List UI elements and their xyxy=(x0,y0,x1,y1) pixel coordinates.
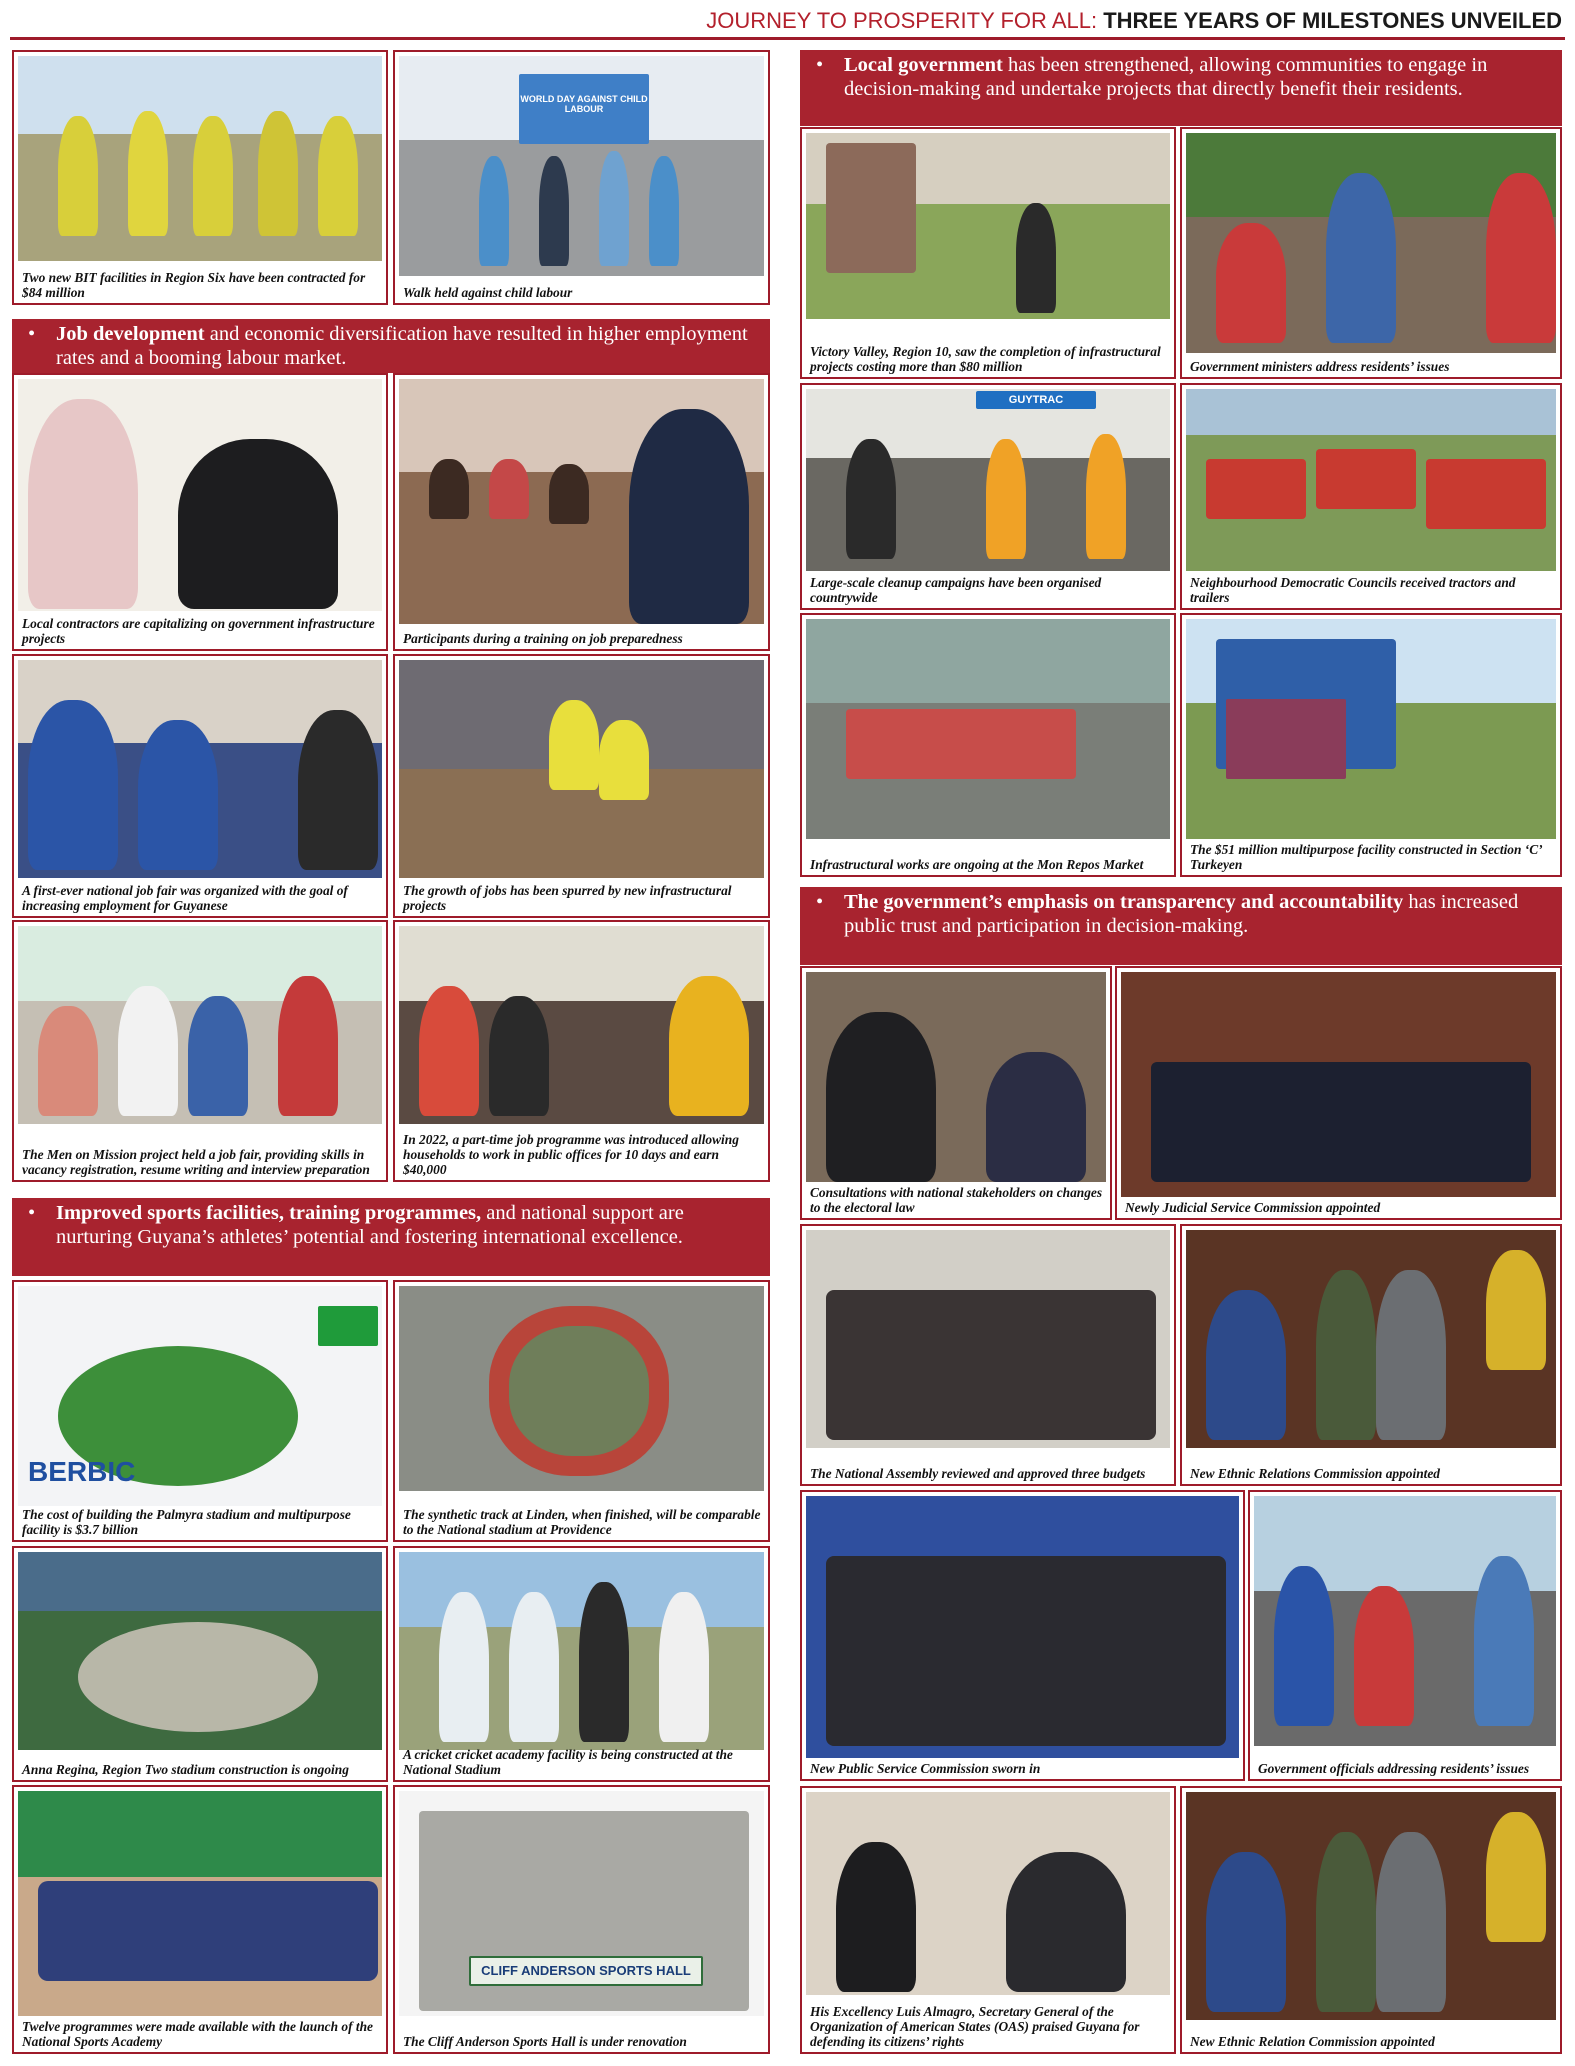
caption-officials: Government officials addressing residents’ issues xyxy=(1258,1761,1530,1776)
photo-ethnic-relations-2 xyxy=(1186,1792,1556,2020)
photo-linden-track xyxy=(399,1286,764,1491)
photo-training xyxy=(399,379,764,624)
photo-card-academy xyxy=(12,1785,388,2054)
photo-officials xyxy=(1254,1496,1556,1746)
photo-card-officials xyxy=(1248,1490,1562,1781)
header-rule xyxy=(10,37,1565,40)
berbice-sign: BERBIC xyxy=(28,1456,136,1487)
caption-cricket: A cricket cricket academy facility is being constructed at the National Stadium xyxy=(403,1747,733,1777)
photo-card-electoral xyxy=(800,966,1112,1220)
caption-jobfair: A first-ever national job fair was organized with the goal of increasing employment for Guyanese xyxy=(22,883,348,913)
header-title: THREE YEARS OF MILESTONES UNVEILED xyxy=(1097,8,1562,33)
photo-card-palmyra xyxy=(12,1280,388,1542)
photo-electoral xyxy=(806,972,1106,1182)
bullet-icon: • xyxy=(816,891,824,913)
photo-anna-regina xyxy=(18,1552,382,1750)
photo-ndc-tractors xyxy=(1186,389,1556,571)
photo-card-turkeyen xyxy=(1180,613,1562,877)
banner-transparency xyxy=(800,887,1562,965)
photo-cleanup xyxy=(806,389,1170,571)
photo-card-training xyxy=(393,373,770,651)
banner-transparency-bold: The government’s emphasis on transparency and accountability xyxy=(844,891,1404,913)
caption-walk: Walk held against child labour xyxy=(403,285,573,300)
photo-card-almagro xyxy=(800,1786,1176,2054)
page-header xyxy=(14,6,1562,36)
banner-job-development xyxy=(12,319,770,373)
caption-ministers: Government ministers address residents’ issues xyxy=(1190,359,1450,374)
photo-parttime-programme xyxy=(399,926,764,1124)
photo-card-monrepos xyxy=(800,613,1176,877)
caption-mission: The Men on Mission project held a job fair, providing skills in vacancy registration, resume writing and interview preparation xyxy=(22,1147,370,1177)
photo-card-parttime xyxy=(393,920,770,1182)
caption-bit: Two new BIT facilities in Region Six have been contracted for $84 million xyxy=(22,270,366,300)
caption-psc: New Public Service Commission sworn in xyxy=(810,1761,1041,1776)
photo-card-contractors xyxy=(12,373,388,651)
walk-banner-text: WORLD DAY AGAINST CHILD LABOUR xyxy=(520,94,648,114)
bullet-icon: • xyxy=(816,54,824,76)
photo-card-judicial xyxy=(1115,966,1562,1220)
caption-academy: Twelve programmes were made available with the launch of the National Sports Academy xyxy=(22,2019,373,2049)
caption-victory: Victory Valley, Region 10, saw the completion of infrastructural projects costing more than $80 million xyxy=(810,344,1161,374)
photo-card-jobfair xyxy=(12,654,388,918)
photo-palmyra-stadium xyxy=(18,1286,382,1506)
photo-bit-groundbreaking xyxy=(18,56,382,261)
photo-assembly xyxy=(806,1230,1170,1448)
photo-card-anna xyxy=(12,1546,388,1782)
bullet-icon: • xyxy=(28,323,36,345)
bullet-icon: • xyxy=(28,1202,36,1224)
banner-local-government-bold: Local government xyxy=(844,54,1003,76)
banner-job-development-bold: Job development xyxy=(56,323,205,345)
walk-banner xyxy=(519,74,649,144)
photo-men-on-mission xyxy=(18,926,382,1124)
photo-card-mission xyxy=(12,920,388,1182)
photo-cliff-anderson xyxy=(399,1791,764,2016)
cliff-sign-text: CLIFF ANDERSON SPORTS HALL xyxy=(481,1963,691,1978)
caption-ethnic2: New Ethnic Relation Commission appointed xyxy=(1190,2034,1435,2049)
banner-transparency-text: has increased public trust and participation in decision-making. xyxy=(844,891,1519,937)
caption-training: Participants during a training on job preparedness xyxy=(403,631,683,646)
photo-ministers xyxy=(1186,133,1556,353)
banner-job-development-text: and economic diversification have resulted in higher employment rates and a booming labour market. xyxy=(56,323,748,369)
photo-card-victory xyxy=(800,127,1176,379)
caption-electoral: Consultations with national stakeholders on changes to the electoral law xyxy=(810,1185,1103,1215)
guytrac-sign-text: GUYTRAC xyxy=(1008,394,1064,406)
header-lead: JOURNEY TO PROSPERITY FOR ALL: xyxy=(706,8,1098,33)
photo-ethnic-relations-1 xyxy=(1186,1230,1556,1448)
caption-almagro: His Excellency Luis Almagro, Secretary General of the Organization of American States (OAS) praised Guyana for defending its citizens’ rights xyxy=(810,2004,1140,2049)
caption-monrepos: Infrastructural works are ongoing at the Mon Repos Market xyxy=(810,857,1144,872)
caption-linden: The synthetic track at Linden, when finished, will be comparable to the National stadium at Providence xyxy=(403,1507,761,1537)
photo-turkeyen xyxy=(1186,619,1556,839)
caption-growth: The growth of jobs has been spurred by new infrastructural projects xyxy=(403,883,732,913)
photo-psc xyxy=(806,1496,1239,1758)
photo-walk-child-labour xyxy=(399,56,764,276)
photo-jobfair xyxy=(18,660,382,878)
photo-card-ministers xyxy=(1180,127,1562,379)
photo-card-ethnic1 xyxy=(1180,1224,1562,1486)
caption-assembly: The National Assembly reviewed and approved three budgets xyxy=(810,1466,1146,1481)
photo-judicial xyxy=(1121,972,1556,1197)
guyana-flag xyxy=(318,1306,378,1346)
caption-judicial: Newly Judicial Service Commission appointed xyxy=(1125,1200,1381,1215)
banner-sports-bold: Improved sports facilities, training programmes, xyxy=(56,1202,482,1224)
banner-local-government-text: has been strengthened, allowing communities to engage in decision-making and undertake projects that directly benefit their residents. xyxy=(844,54,1488,100)
photo-card-walk xyxy=(393,50,770,305)
caption-cleanup: Large-scale cleanup campaigns have been organised countrywide xyxy=(810,575,1102,605)
banner-sports xyxy=(12,1198,770,1276)
caption-ndc: Neighbourhood Democratic Councils received tractors and trailers xyxy=(1190,575,1516,605)
caption-palmyra: The cost of building the Palmyra stadium and multipurpose facility is $3.7 billion xyxy=(22,1507,351,1537)
photo-contractors xyxy=(18,379,382,611)
photo-cricket-academy xyxy=(399,1552,764,1750)
caption-cliff: The Cliff Anderson Sports Hall is under renovation xyxy=(403,2034,687,2049)
photo-card-psc xyxy=(800,1490,1245,1781)
guytrac-sign xyxy=(976,391,1096,409)
cliff-sign xyxy=(469,1956,703,1986)
caption-contractors: Local contractors are capitalizing on government infrastructure projects xyxy=(22,616,375,646)
photo-card-bit xyxy=(12,50,388,305)
photo-card-linden xyxy=(393,1280,770,1542)
photo-mon-repos xyxy=(806,619,1170,839)
photo-growth xyxy=(399,660,764,878)
photo-almagro xyxy=(806,1792,1170,1995)
photo-card-ethnic2 xyxy=(1180,1786,1562,2054)
caption-anna: Anna Regina, Region Two stadium construction is ongoing xyxy=(22,1762,349,1777)
banner-sports-text: and national support are nurturing Guyana’s athletes’ potential and fostering international excellence. xyxy=(56,1202,684,1248)
photo-card-cliff xyxy=(393,1785,770,2054)
photo-victory-valley xyxy=(806,133,1170,319)
caption-turkeyen: The $51 million multipurpose facility constructed in Section ‘C’ Turkeyen xyxy=(1190,842,1542,872)
photo-sports-academy xyxy=(18,1791,382,2016)
photo-card-ndc xyxy=(1180,383,1562,610)
caption-parttime: In 2022, a part-time job programme was introduced allowing households to work in public offices for 10 days and earn $40,000 xyxy=(403,1132,739,1177)
caption-ethnic1: New Ethnic Relations Commission appointed xyxy=(1190,1466,1441,1481)
photo-card-assembly xyxy=(800,1224,1176,1486)
photo-card-growth xyxy=(393,654,770,918)
photo-card-cleanup xyxy=(800,383,1176,610)
photo-card-cricket xyxy=(393,1546,770,1782)
banner-local-government xyxy=(800,50,1562,126)
